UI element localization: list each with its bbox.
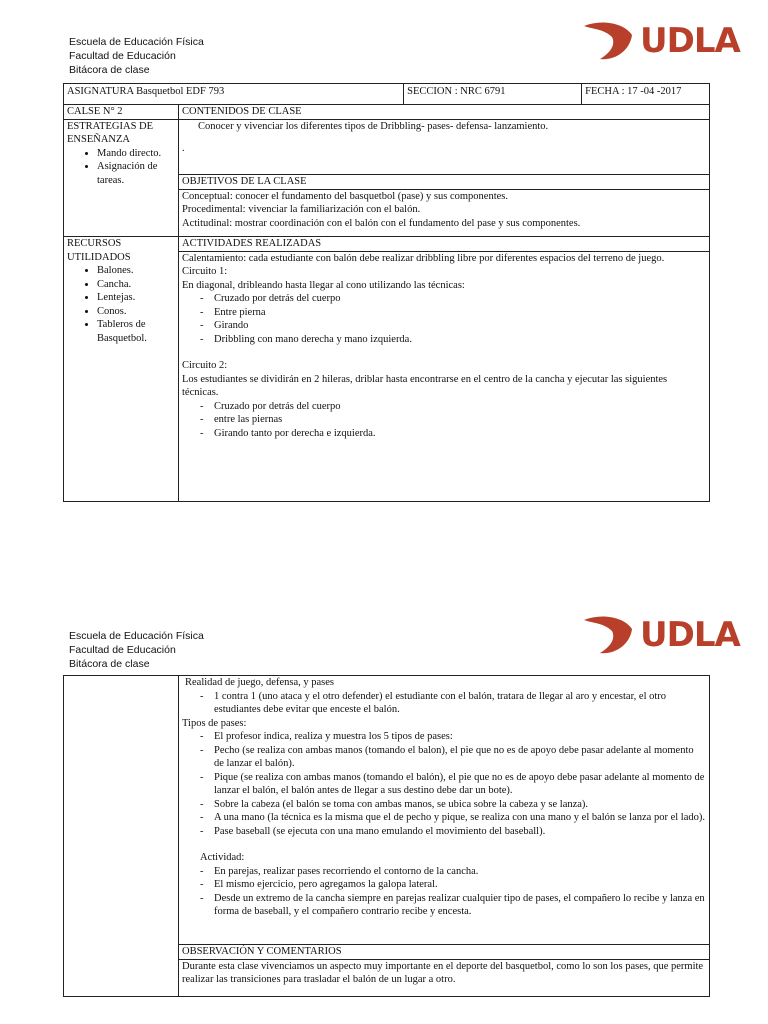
list-item: • Mando directo. — [97, 147, 175, 161]
warmup-text: Calentamiento: cada estudiante con balón debe realizar dribbling libre por diferentes espacios del terreno de juego. — [182, 252, 665, 264]
list-item: - entre las piernas — [214, 413, 706, 427]
list-item: - Pase baseball (se ejecuta con una mano emulando el movimiento del baseball). — [214, 825, 706, 839]
list-item: - Pique (se realiza con ambas manos (tomando el balón), el pie que no es de apoyo debe pasar adelante al momento de lanzar el balón, el balón antes de llegar a sus destino debe dar un bote). — [214, 771, 706, 798]
list-item: • Tableros de Basquetbol. — [97, 318, 175, 345]
contents-title: CONTENIDOS DE CLASE — [179, 105, 709, 120]
date-cell — [582, 84, 710, 105]
list-item: - Entre pierna — [214, 306, 706, 320]
page-header — [69, 35, 204, 77]
list-item: - A una mano (la técnica es la misma que el de pecho y pique, se realiza con una mano y el balón se lanza por el lado). — [214, 811, 706, 825]
observations-cell — [179, 945, 710, 997]
resources-cell — [64, 237, 179, 502]
list-item: • Conos. — [97, 305, 175, 319]
subject-text: ASIGNATURA Basquetbol EDF 793 — [67, 86, 225, 97]
udla-logo-icon — [580, 615, 634, 655]
objective-procedural: Procedimental: vivenciar la familiarización con el balón. — [182, 204, 421, 215]
header-faculty: Facultad de Educación — [69, 644, 176, 656]
game-reality-list — [182, 690, 706, 717]
class-log-table-2 — [63, 675, 710, 997]
objective-conceptual: Conceptual: conocer el fundamento del basquetbol (pase) y sus componentes. — [182, 190, 508, 202]
list-item: • Balones. — [97, 264, 175, 278]
list-item: - Desde un extremo de la cancha siempre en parejas realizar cualquier tipo de pases, el compañero lo recibe y lanza en forma de baseball, y el compañero contrario recibe y encesta. — [214, 892, 706, 919]
date-text: FECHA : 17 -04 -2017 — [585, 86, 682, 97]
header-doc-title: Bitácora de clase — [69, 658, 150, 670]
header-faculty: Facultad de Educación — [69, 50, 176, 62]
list-item: - Cruzado por detrás del cuerpo — [214, 292, 706, 306]
list-item: - 1 contra 1 (uno ataca y el otro defender) el estudiante con el balón, tratara de llegar al aro y encestar, el otro estudiantes debe evitar que enceste el balón. — [214, 690, 706, 717]
circuit1-title: Circuito 1: — [182, 266, 228, 277]
list-item: - Pecho (se realiza con ambas manos (tomando el balon), el pie que no es de apoyo debe pasar adelante al momento de lanzar el balón). — [214, 744, 706, 771]
activities-continued-cell — [179, 676, 710, 945]
pass-types-title: Tipos de pases: — [182, 717, 247, 729]
contents-dot: . — [182, 143, 185, 154]
strategies-title: ESTRATEGIAS DE ENSEÑANZA — [67, 120, 154, 145]
udla-logo — [580, 21, 740, 61]
class-log-table-1 — [63, 83, 710, 502]
page-header — [69, 629, 204, 671]
pass-types-list — [182, 730, 706, 838]
circuit2-desc: Los estudiantes se dividirán en 2 hileras, driblar hasta encontrarse en el centro de la cancha y ejecutar las siguientes técnicas. — [182, 373, 668, 398]
circuit2-list — [182, 400, 706, 441]
circuit1-list — [182, 292, 706, 346]
udla-logo-icon — [580, 21, 634, 61]
header-school: Escuela de Educación Física — [69, 630, 204, 642]
objectives-title: OBJETIVOS DE LA CLASE — [179, 175, 709, 190]
header-doc-title: Bitácora de clase — [69, 64, 150, 76]
game-reality-title: Realidad de juego, defensa, y pases — [185, 677, 334, 688]
objective-attitudinal: Actitudinal: mostrar coordinación con el balón con el fundamento del pase y sus componentes. — [182, 217, 581, 229]
left-empty-cell — [64, 676, 179, 997]
list-item: • Cancha. — [97, 278, 175, 292]
strategies-cell — [64, 105, 179, 237]
list-item: - El profesor indica, realiza y muestra los 5 tipos de pases: — [214, 730, 706, 744]
activities-title: ACTIVIDADES REALIZADAS — [179, 237, 709, 252]
circuit1-desc: En diagonal, dribleando hasta llegar al cono utilizando las técnicas: — [182, 279, 465, 291]
subject-cell — [64, 84, 404, 105]
list-item: - Dribbling con mano derecha y mano izquierda. — [214, 333, 706, 347]
content-objectives-cell — [179, 105, 710, 237]
list-item: - Cruzado por detrás del cuerpo — [214, 400, 706, 414]
observations-title: OBSERVACIÓN Y COMENTARIOS — [179, 945, 709, 960]
udla-logo-text: UDLA — [640, 21, 740, 61]
circuit2-title: Circuito 2: — [182, 360, 228, 371]
section-text: SECCION : NRC 6791 — [407, 86, 506, 97]
list-item: - Sobre la cabeza (el balón se toma con ambas manos, se ubica sobre la cabeza y se lanza). — [214, 798, 706, 812]
list-item: - El mismo ejercicio, pero agregamos la galopa lateral. — [214, 878, 706, 892]
strategies-list — [67, 147, 175, 188]
section-cell — [404, 84, 582, 105]
activities-cell — [179, 237, 710, 502]
resources-title: RECURSOS UTILIDADOS — [67, 238, 131, 263]
udla-logo-text: UDLA — [640, 615, 740, 655]
list-item: • Lentejas. — [97, 291, 175, 305]
page-2 — [0, 590, 768, 1024]
list-item: - Girando tanto por derecha e izquierda. — [214, 427, 706, 441]
list-item: - En parejas, realizar pases recorriendo el contorno de la cancha. — [214, 865, 706, 879]
list-item: • Asignación de tareas. — [97, 160, 175, 187]
header-school: Escuela de Educación Física — [69, 36, 204, 48]
observations-text: Durante esta clase vivenciamos un aspecto muy importante en el deporte del basquetbol, como lo son los pases, que permite realizar las transiciones para trasladar el balón de un lugar a otro. — [182, 960, 704, 985]
list-item: - Girando — [214, 319, 706, 333]
resources-list — [67, 264, 175, 345]
contents-text: Conocer y vivenciar los diferentes tipos de Dribbling- pases- defensa- lanzamiento. — [198, 120, 549, 132]
udla-logo — [580, 615, 740, 655]
activity-title: Actividad: — [200, 852, 245, 863]
class-number: CALSE N° 2 — [64, 105, 178, 120]
activity-list — [182, 865, 706, 919]
